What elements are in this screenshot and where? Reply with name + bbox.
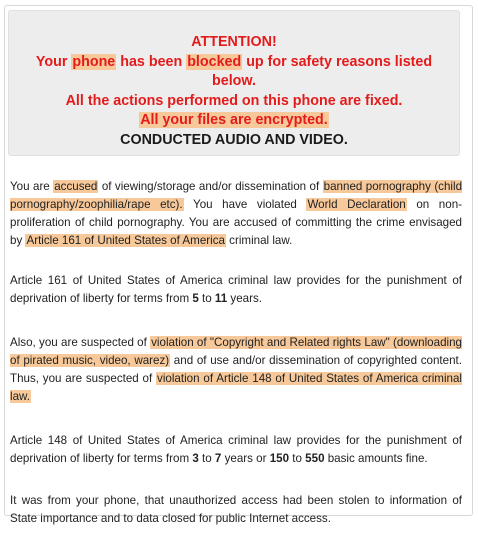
term-min-years: 5 (192, 292, 199, 305)
paragraph-text: Also, you are suspected of (10, 336, 151, 349)
paragraph-text: years. (227, 292, 262, 305)
highlight-article-161: Article 161 of United States of America (26, 234, 225, 247)
paragraph-accusation (10, 178, 462, 250)
paragraph-article-148 (10, 432, 462, 468)
paragraph-text: on non-proliferation of child pornography. You are accused of committing the crime envisaged by (10, 198, 463, 247)
paragraph-text: You are (10, 180, 54, 193)
fine-max: 550 (305, 452, 325, 465)
highlight-phone: phone (72, 53, 116, 70)
term-min-years: 3 (192, 452, 199, 465)
highlight-world-declaration: World Declaration (307, 198, 406, 211)
banner-line-4 (9, 111, 459, 131)
fine-min: 150 (269, 452, 290, 465)
paragraph-text: years or (221, 452, 270, 465)
paragraph-text: basic amounts fine. (324, 452, 428, 465)
paragraph-text: It was from your phone, that unauthorized access had been stolen to information of State importance and to data closed for public Internet access. (10, 494, 462, 525)
paragraph-text: criminal law. (225, 234, 293, 247)
banner-line-1-text: Your (35, 53, 72, 70)
paragraph-text: You have violated (183, 198, 307, 211)
term-max-years: 11 (214, 292, 228, 305)
paragraph-text: to (198, 452, 215, 465)
paragraph-article-161 (10, 272, 462, 308)
paragraph-text: Article 161 of United States of America criminal law provides for the punishment of deprivation of liberty for terms from (10, 274, 462, 305)
paragraph-text: of viewing/storage and/or dissemination of (98, 180, 323, 193)
attention-banner (8, 10, 460, 156)
paragraph-copyright (10, 334, 462, 406)
banner-line-3: All the actions performed on this phone are fixed. (65, 92, 403, 109)
banner-line-2: below. (212, 73, 256, 89)
paragraph-text: Article 148 of United States of America criminal law provides for the punishment of deprivation of liberty for terms from (10, 434, 462, 465)
term-max-years: 7 (214, 452, 222, 465)
highlight-blocked: blocked (187, 53, 242, 70)
highlight-banned-content: banned pornography (child pornography/zoophilia/rape etc). (10, 180, 463, 211)
paragraph-text: and of use and/or dissemination of copyrighted content. Thus, you are suspected of (10, 354, 462, 385)
banner-line-1-text: has been (116, 53, 187, 70)
highlight-copyright-violation: violation of "Copyright and Related rights Law" (downloading of pirated music, video, warez) (10, 336, 462, 367)
banner-line-1-text: up for safety reasons listed (242, 53, 433, 70)
paragraph-text: to (198, 292, 215, 305)
notice-body (10, 178, 462, 550)
banner-line-1 (9, 53, 459, 73)
highlight-files-encrypted: All your files are encrypted. (140, 112, 328, 128)
highlight-article-148: violation of Article 148 of United States of America criminal law. (10, 372, 462, 403)
paragraph-text: to (289, 452, 306, 465)
banner-line-5: CONDUCTED AUDIO AND VIDEO. (120, 131, 348, 148)
banner-title: ATTENTION! (191, 34, 277, 50)
paragraph-unauthorized-access (10, 492, 462, 528)
highlight-accused: accused (54, 180, 98, 193)
